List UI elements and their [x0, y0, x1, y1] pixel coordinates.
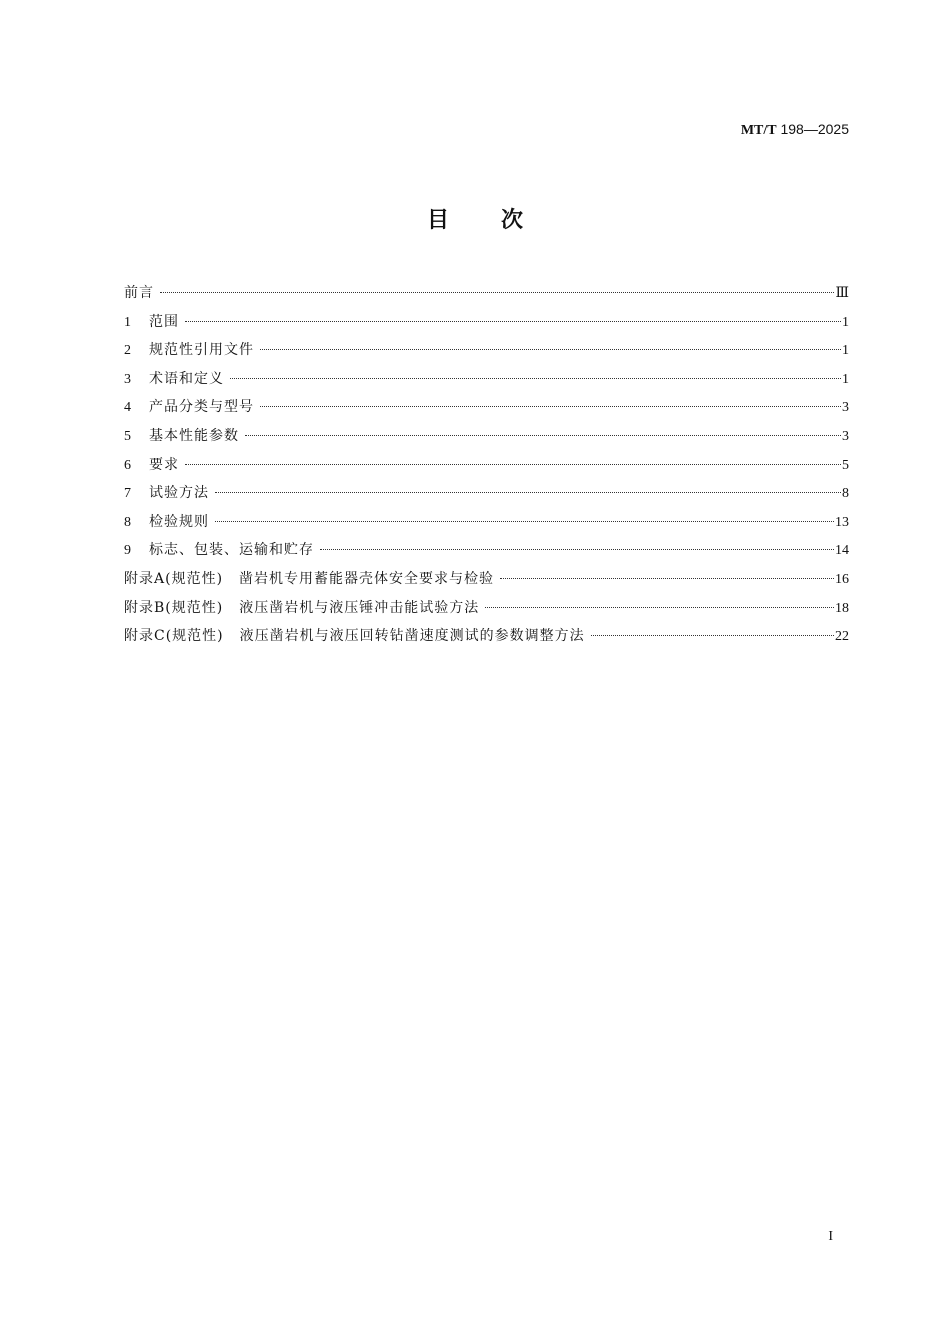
toc-entry-number: 9 [124, 543, 131, 559]
toc-entry-page: 1 [842, 371, 849, 387]
toc-entry-page: 1 [842, 343, 849, 359]
toc-entry-page: 13 [835, 514, 849, 530]
toc-annex-prefix: 附录B(规范性) [124, 599, 224, 616]
toc-entry-label [124, 594, 479, 623]
toc-entry-page: 1 [842, 314, 849, 330]
toc-entry-annex-b[interactable] [124, 594, 849, 623]
toc-title: 目次 [426, 208, 575, 233]
toc-entry-label: 基本性能参数 [149, 427, 239, 444]
toc-entry-annex-c[interactable] [124, 622, 849, 651]
toc-leader-dots [230, 378, 841, 379]
toc-leader-dots [260, 349, 841, 350]
standard-number: 198—2025 [780, 121, 849, 137]
toc-entry-page: 18 [835, 600, 849, 616]
toc-entry-number: 3 [124, 371, 131, 387]
toc-leader-dots [215, 521, 834, 522]
page-number: I [828, 1229, 833, 1244]
toc-entry-number: 1 [124, 314, 131, 330]
toc-entry-page: 5 [842, 457, 849, 473]
toc-leader-dots [485, 607, 834, 608]
standard-code [741, 121, 849, 139]
table-of-contents [124, 279, 849, 651]
toc-entry-label: 试验方法 [149, 485, 209, 502]
toc-entry-page: 8 [842, 486, 849, 502]
toc-entry-foreword[interactable] [124, 279, 849, 308]
toc-entry-number: 7 [124, 486, 131, 502]
toc-entry-6[interactable] [124, 451, 849, 480]
toc-leader-dots [215, 492, 841, 493]
toc-entry-number: 8 [124, 514, 131, 530]
toc-entry-label: 产品分类与型号 [149, 399, 254, 416]
toc-entry-page: 22 [835, 629, 849, 645]
toc-annex-prefix: 附录C(规范性) [124, 628, 224, 645]
toc-entry-number: 4 [124, 400, 131, 416]
toc-entry-2[interactable] [124, 336, 849, 365]
toc-entry-page: Ⅲ [835, 286, 849, 301]
toc-leader-dots [185, 321, 841, 322]
toc-entry-label: 标志、包装、运输和贮存 [149, 542, 314, 559]
toc-leader-dots [591, 635, 834, 636]
toc-entry-1[interactable] [124, 308, 849, 337]
toc-entry-page: 14 [835, 543, 849, 559]
toc-entry-label: 要求 [149, 456, 179, 473]
toc-entry-5[interactable] [124, 422, 849, 451]
toc-entry-label: 术语和定义 [149, 370, 224, 387]
toc-entry-3[interactable] [124, 365, 849, 394]
toc-entry-label: 检验规则 [149, 513, 209, 530]
toc-leader-dots [160, 292, 834, 293]
toc-entry-8[interactable] [124, 508, 849, 537]
toc-entry-number: 6 [124, 457, 131, 473]
toc-entry-9[interactable] [124, 536, 849, 565]
toc-entry-label [124, 622, 585, 651]
toc-leader-dots [245, 435, 841, 436]
toc-entry-number: 2 [124, 343, 131, 359]
toc-leader-dots [500, 578, 834, 579]
toc-entry-label: 前言 [124, 285, 154, 301]
toc-leader-dots [185, 464, 841, 465]
toc-entry-label: 范围 [149, 313, 179, 330]
toc-entry-page: 3 [842, 428, 849, 444]
standard-prefix: MT/T [740, 123, 777, 138]
toc-annex-prefix: 附录A(规范性) [124, 570, 224, 587]
toc-leader-dots [260, 406, 841, 407]
toc-annex-title: 液压凿岩机与液压回转钻凿速度测试的参数调整方法 [239, 628, 585, 645]
toc-entry-7[interactable] [124, 479, 849, 508]
toc-entry-page: 3 [842, 400, 849, 416]
toc-annex-title: 凿岩机专用蓄能器壳体安全要求与检验 [239, 570, 495, 587]
toc-entry-4[interactable] [124, 393, 849, 422]
toc-entry-page: 16 [835, 571, 849, 587]
toc-entry-number: 5 [124, 428, 131, 444]
toc-entry-label [124, 565, 494, 594]
toc-annex-title: 液压凿岩机与液压锤冲击能试验方法 [239, 599, 480, 616]
toc-leader-dots [320, 549, 834, 550]
toc-entry-label: 规范性引用文件 [149, 342, 254, 359]
toc-entry-annex-a[interactable] [124, 565, 849, 594]
